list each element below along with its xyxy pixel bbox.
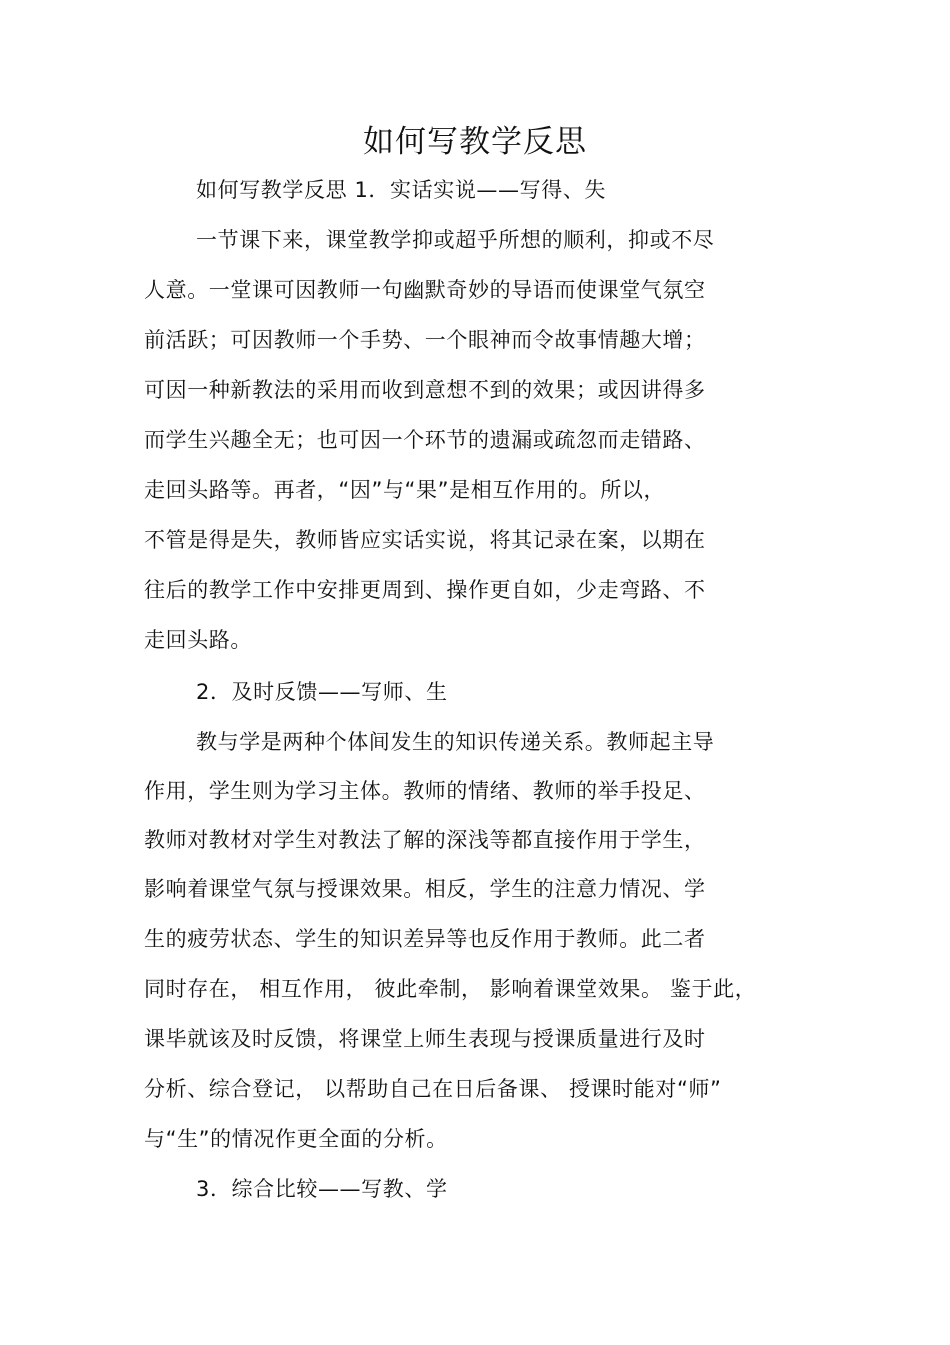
paragraph-line: 一节课下来，课堂教学抑或超乎所想的顺利，抑或不尽 <box>196 228 715 252</box>
paragraph-line: 前活跃；可因教师一个手势、一个眼神而令故事情趣大增； <box>144 328 706 352</box>
paragraph-line: 走回头路等。再者，“因”与“果”是相互作用的。所以， <box>144 478 666 502</box>
section-heading-2: 2．及时反馈——写师、生 <box>196 680 448 704</box>
paragraph-line: 生的疲劳状态、学生的知识差异等也反作用于教师。此二者 <box>144 927 706 951</box>
paragraph-line: 而学生兴趣全无；也可因一个环节的遗漏或疏忽而走错路、 <box>144 428 706 452</box>
paragraph-line: 往后的教学工作中安排更周到、操作更自如，少走弯路、不 <box>144 578 706 602</box>
paragraph-line: 作用，学生则为学习主体。教师的情绪、教师的举手投足、 <box>144 779 706 803</box>
section-heading-3: 3．综合比较——写教、学 <box>196 1177 448 1201</box>
paragraph-line: 不管是得是失，教师皆应实话实说，将其记录在案，以期在 <box>144 528 706 552</box>
paragraph-line: 走回头路。 <box>144 628 252 652</box>
paragraph-line: 影响着课堂气氛与授课效果。相反，学生的注意力情况、学 <box>144 877 706 901</box>
paragraph-line: 课毕就该及时反馈，将课堂上师生表现与授课质量进行及时 <box>144 1027 706 1051</box>
paragraph-line: 人意。一堂课可因教师一句幽默奇妙的导语而使课堂气氛空 <box>144 278 706 302</box>
paragraph-line: 与“生”的情况作更全面的分析。 <box>144 1127 448 1151</box>
paragraph-line: 同时存在， 相互作用， 彼此牵制， 影响着课堂效果。 鉴于此， <box>144 977 757 1001</box>
section-heading-1: 如何写教学反思 1．实话实说——写得、失 <box>196 178 607 202</box>
paragraph-line: 教师对教材对学生对教法了解的深浅等都直接作用于学生， <box>144 828 706 852</box>
paragraph-line: 分析、综合登记， 以帮助自己在日后备课、 授课时能对“师” <box>144 1077 722 1101</box>
paragraph-line: 教与学是两种个体间发生的知识传递关系。教师起主导 <box>196 730 715 754</box>
document-title: 如何写教学反思 <box>363 124 587 160</box>
paragraph-line: 可因一种新教法的采用而收到意想不到的效果；或因讲得多 <box>144 378 706 402</box>
